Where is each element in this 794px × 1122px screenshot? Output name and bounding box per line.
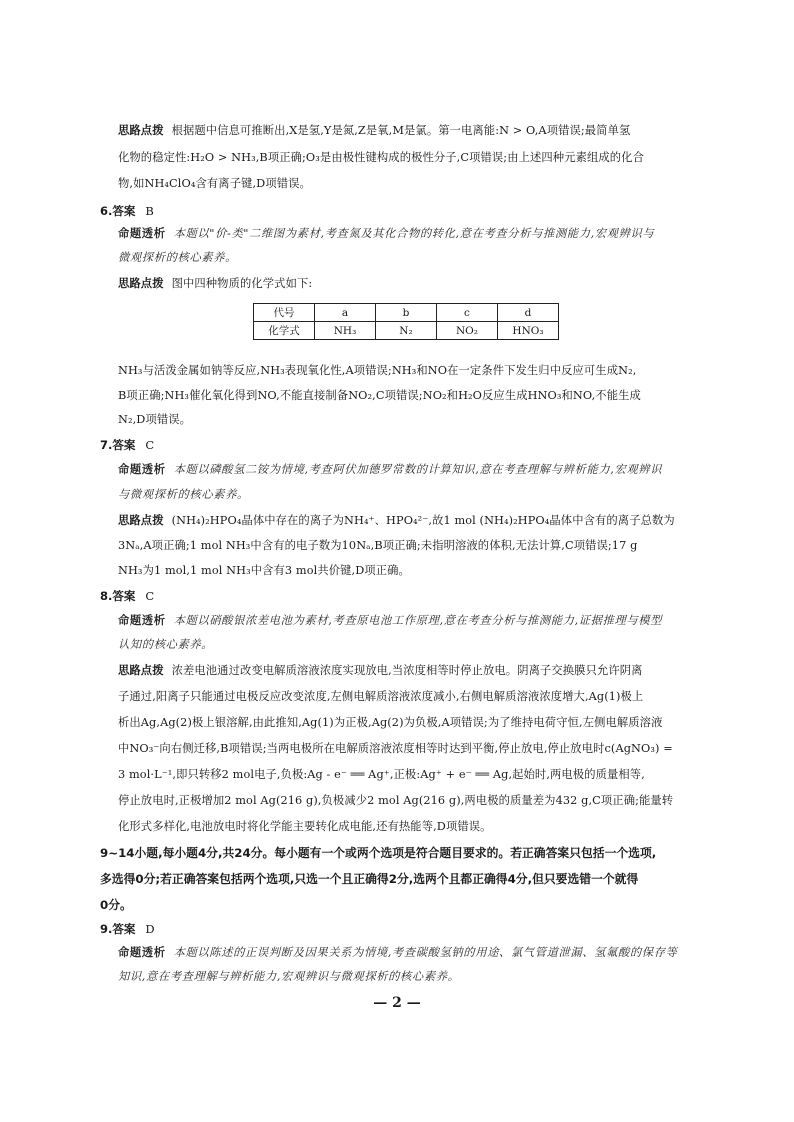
q9-mingti-line-2: 知识,意在考查理解与辨析能力,宏观辨识与微观探析的核心素养。 — [118, 970, 460, 983]
mingti-label: 命题透析 — [118, 227, 166, 240]
table-cell: HNO₃ — [498, 322, 559, 340]
q8-mingti-line-2: 认知的核心素养。 — [118, 638, 214, 651]
table-cell: d — [498, 304, 559, 322]
q8-silu-line-5: 3 mol·L⁻¹,即只转移2 mol电子,负极:Ag - e⁻ ══ Ag⁺,正极:Ag⁺ + e⁻ ══ Ag,起始时,两电极的质量相等, — [118, 768, 645, 781]
table-row — [254, 304, 559, 322]
mingti-label: 命题透析 — [118, 946, 166, 959]
q9-mingti-line-1: 命题透析 本题以陈述的正误判断及因果关系为情境,考查碳酸氢钠的用途、氯气管道泄漏、氢氟酸的保存等 — [118, 946, 678, 959]
section-instructions-line-3: 0分。 — [100, 898, 132, 912]
section-instructions-line-2: 多选得0分;若正确答案包括两个选项,只选一个且正确得2分,选两个且都正确得4分,但只要选错一个就得 — [100, 872, 639, 886]
q5-silu-line-1: 思路点拨 根据题中信息可推断出,X是氢,Y是氮,Z是氧,M是氯。第一电离能:N > O,A项错误;最简单氢 — [118, 124, 631, 137]
q8-silu-line-3: 析出Ag,Ag(2)极上银溶解,由此推知,Ag(1)为正极,Ag(2)为负极,A项错误;为了维持电荷守恒,左侧电解质溶液 — [118, 716, 663, 729]
q8-mingti-line-1: 命题透析 本题以硝酸银浓差电池为素材,考查原电池工作原理,意在考查分析与推测能力,证据推理与模型 — [118, 614, 663, 627]
table-cell: b — [376, 304, 437, 322]
q5-silu-line-2: 化物的稳定性:H₂O > NH₃,B项正确;O₃是由极性键构成的极性分子,C项错误;由上述四种元素组成的化合 — [118, 151, 644, 164]
q6-mingti-line-2: 微观探析的核心素养。 — [118, 251, 237, 264]
table-header-cell: 代号 — [254, 304, 315, 322]
silu-label: 思路点拨 — [118, 277, 164, 290]
q8-silu-line-4: 中NO₃⁻向右侧迁移,B项错误;当两电极所在电解质溶液浓度相等时达到平衡,停止放电,停止放电时c(AgNO₃) = — [118, 742, 673, 755]
q7-mingti-line-2: 与微观探析的核心素养。 — [118, 488, 249, 501]
q8-silu-line-6: 停止放电时,正极增加2 mol Ag(216 g),负极减少2 mol Ag(216 g),两电极的质量差为432 g,C项正确;能量转 — [118, 794, 674, 807]
table-cell: NH₃ — [315, 322, 376, 340]
table-cell: NO₂ — [437, 322, 498, 340]
mingti-label: 命题透析 — [118, 463, 166, 476]
silu-label: 思路点拨 — [118, 664, 164, 677]
table-header-cell: 化学式 — [254, 322, 315, 340]
q7-answer: 7.答案 C — [100, 438, 155, 452]
q8-answer: 8.答案 C — [100, 589, 155, 603]
section-instructions-line-1: 9~14小题,每小题4分,共24分。每小题有一个或两个选项是符合题目要求的。若正确答案只包括一个选项, — [100, 846, 657, 860]
q6-answer: 6.答案 B — [100, 204, 154, 218]
table-cell: c — [437, 304, 498, 322]
table-cell: N₂ — [376, 322, 437, 340]
q6-formula-table — [253, 303, 559, 340]
page-number: — 2 — — [373, 995, 421, 1011]
q7-silu-line-1: 思路点拨 (NH₄)₂HPO₄晶体中存在的离子为NH₄⁺、HPO₄²⁻,故1 mol (NH₄)₂HPO₄晶体中含有的离子总数为 — [118, 514, 675, 527]
q6-after-line-1: NH₃与活泼金属如钠等反应,NH₃表现氧化性,A项错误;NH₃和NO在一定条件下发生归中反应可生成N₂, — [118, 364, 637, 377]
q6-mingti-line-1: 命题透析 本题以"价-类"二维图为素材,考查氮及其化合物的转化,意在考查分析与推测能力,宏观辨识与 — [118, 227, 655, 240]
table-cell: a — [315, 304, 376, 322]
q8-silu-line-7: 化形式多样化,电池放电时将化学能主要转化成电能,还有热能等,D项错误。 — [118, 820, 492, 833]
q9-answer: 9.答案 D — [100, 922, 155, 936]
silu-label: 思路点拨 — [118, 514, 164, 527]
q7-silu-line-3: NH₃为1 mol,1 mol NH₃中含有3 mol共价键,D项正确。 — [118, 564, 410, 577]
mingti-label: 命题透析 — [118, 614, 166, 627]
q6-after-line-2: B项正确;NH₃催化氧化得到NO,不能直接制备NO₂,C项错误;NO₂和H₂O反应生成HNO₃和NO,不能生成 — [118, 389, 641, 402]
q7-mingti-line-1: 命题透析 本题以磷酸氢二铵为情境,考查阿伏加德罗常数的计算知识,意在考查理解与辨析能力,宏观辨识 — [118, 463, 663, 476]
q6-after-line-3: N₂,D项错误。 — [118, 413, 192, 426]
q7-silu-line-2: 3Nₐ,A项正确;1 mol NH₃中含有的电子数为10Nₐ,B项正确;未指明溶液的体积,无法计算,C项错误;17 g — [118, 539, 638, 552]
silu-label: 思路点拨 — [118, 124, 164, 137]
q5-silu-line-3: 物,如NH₄ClO₄含有离子键,D项错误。 — [118, 177, 311, 190]
table-row — [254, 322, 559, 340]
q8-silu-line-2: 子通过,阳离子只能通过电极反应改变浓度,左侧电解质溶液浓度减小,右侧电解质溶液浓度增大,Ag(1)极上 — [118, 690, 644, 703]
q8-silu-line-1: 思路点拨 浓差电池通过改变电解质溶液浓度实现放电,当浓度相等时停止放电。阴离子交换膜只允许阴离 — [118, 664, 643, 677]
q6-silu-intro: 思路点拨 图中四种物质的化学式如下: — [118, 277, 313, 290]
